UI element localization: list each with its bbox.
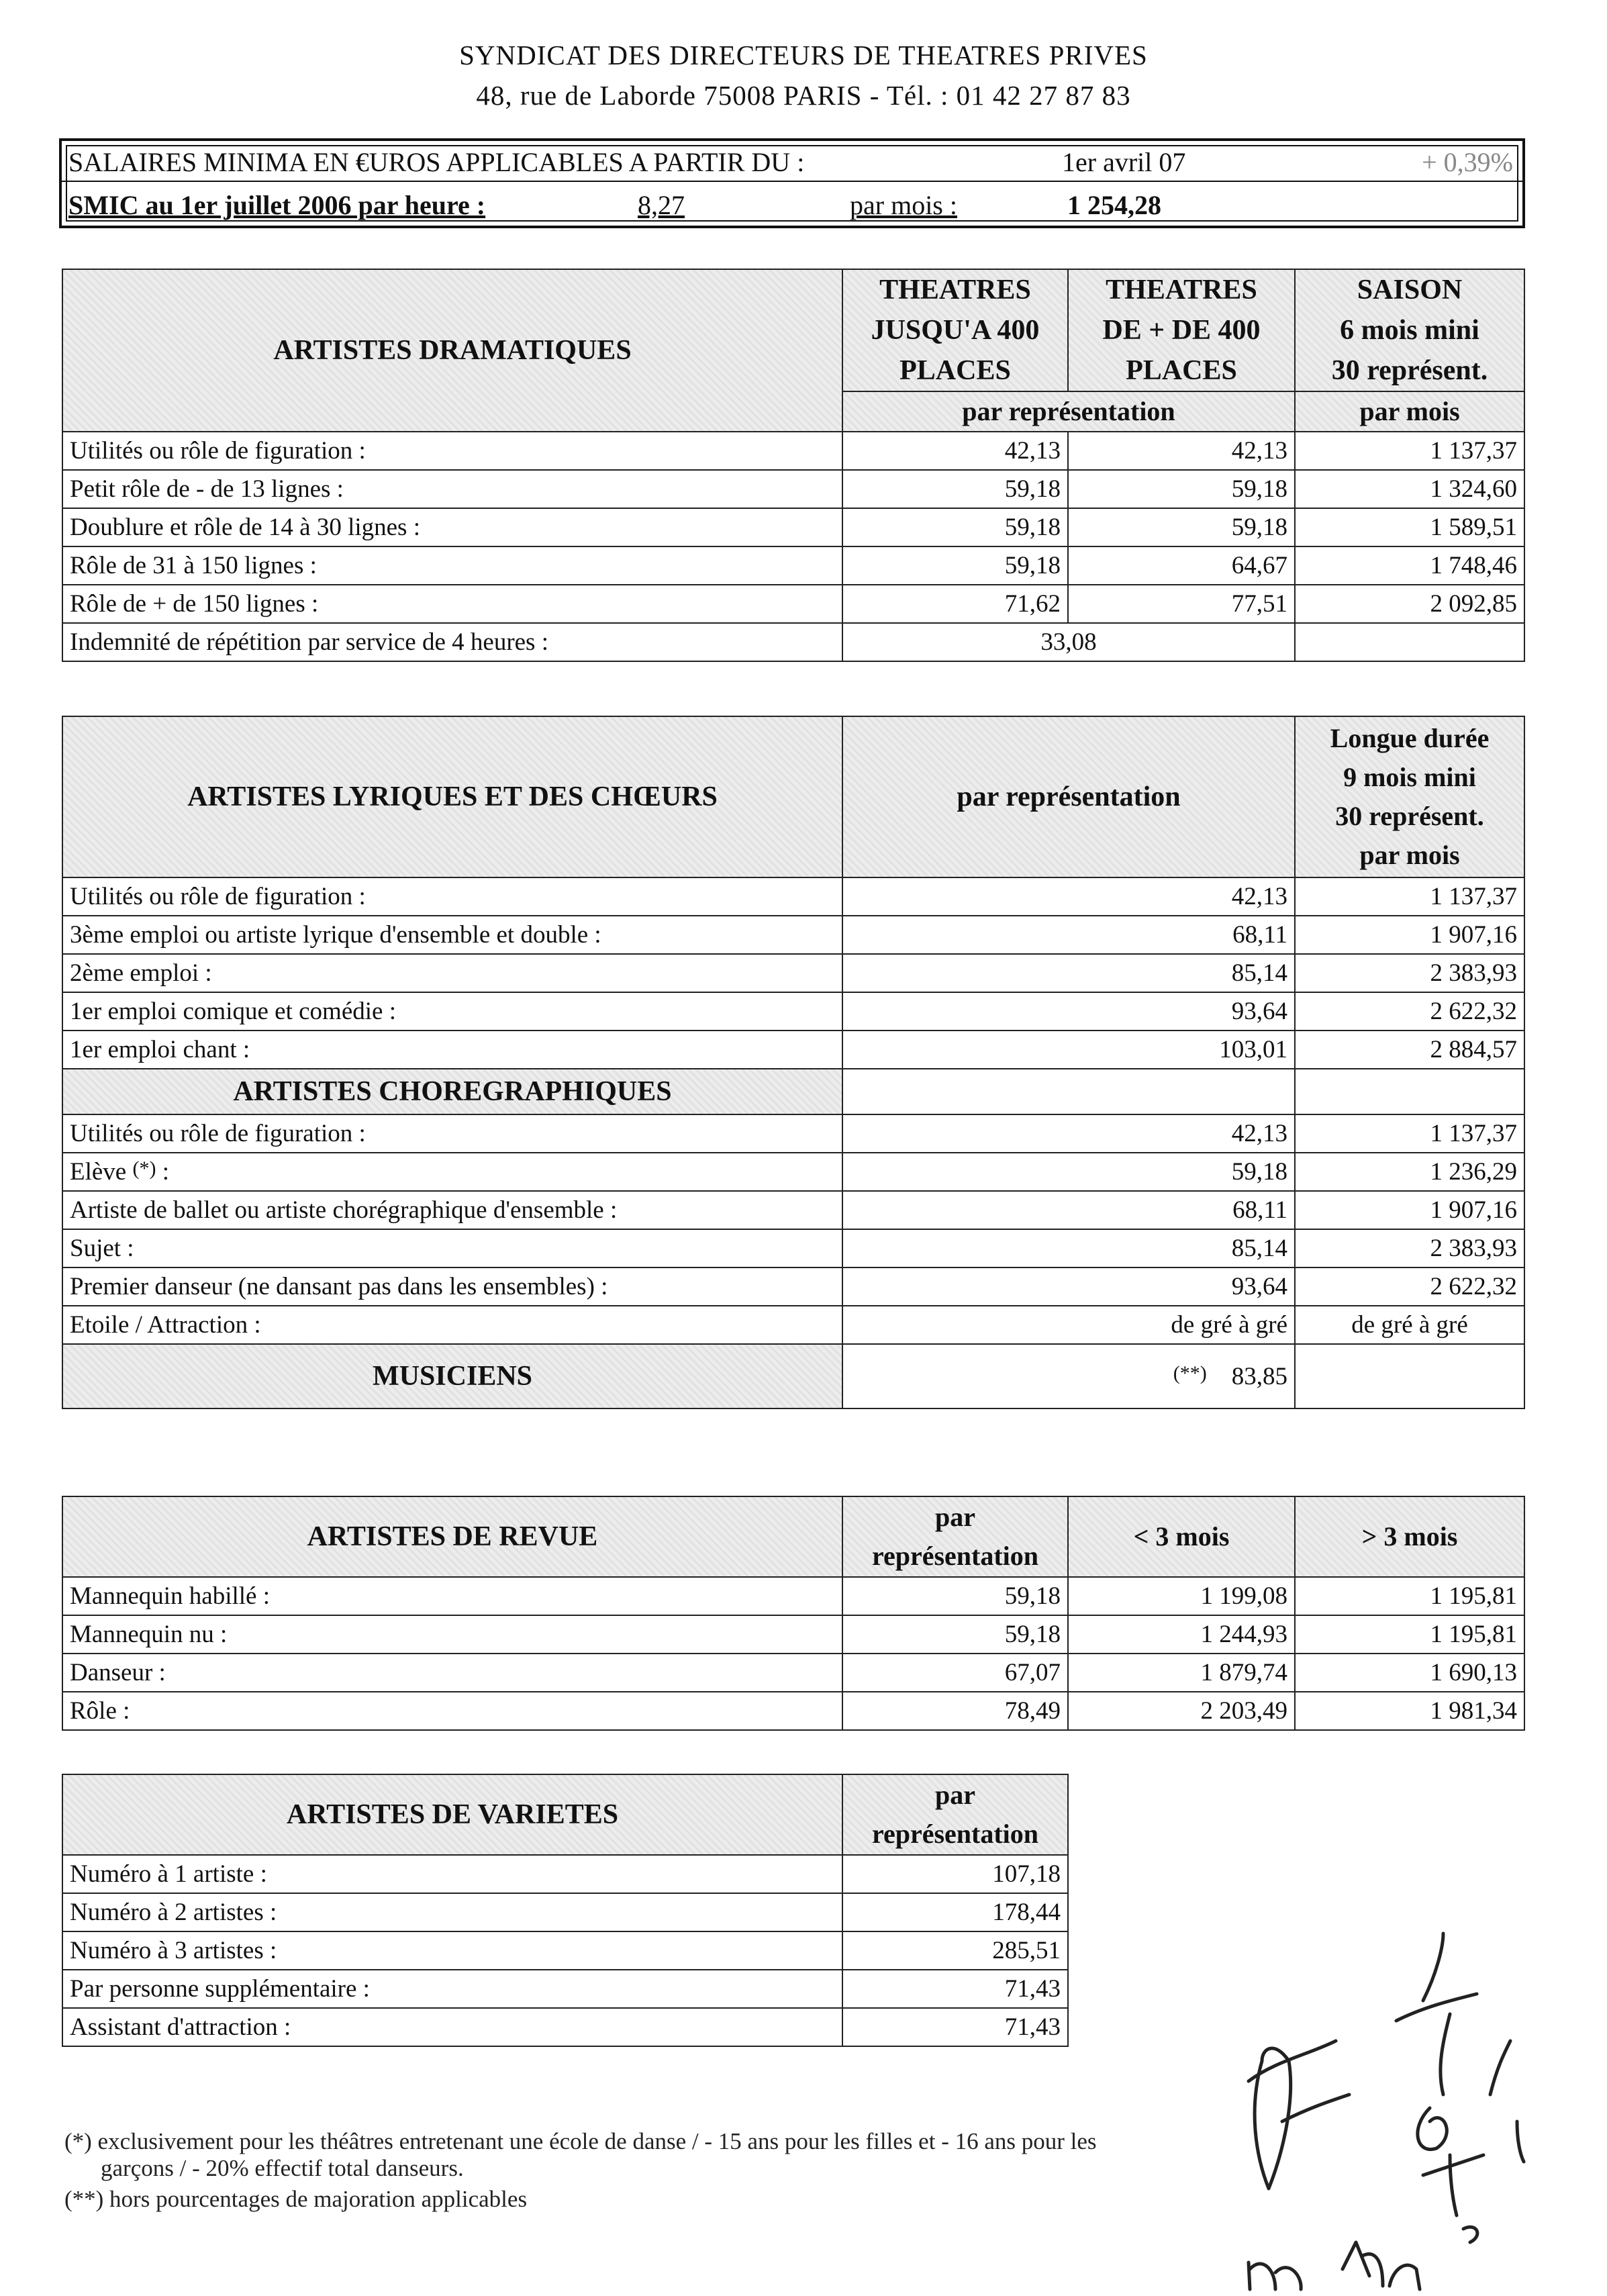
dramatiques-title: ARTISTES DRAMATIQUES xyxy=(62,269,842,432)
table-row: Mannequin nu : 59,18 1 244,93 1 195,81 xyxy=(62,1615,1524,1654)
smic-label: SMIC au 1er juillet 2006 par heure : xyxy=(68,190,486,220)
dramatiques-col2: THEATRES DE + DE 400 PLACES xyxy=(1068,269,1295,391)
table-row: Rôle de 31 à 150 lignes : 59,18 64,67 1 748,46 xyxy=(62,546,1524,585)
salary-box xyxy=(59,138,1525,228)
table-row: Petit rôle de - de 13 lignes : 59,18 59,18 1 324,60 xyxy=(62,470,1524,508)
table-row: Premier danseur (ne dansant pas dans les ensembles) : 93,64 2 622,32 xyxy=(62,1267,1524,1306)
table-row: Utilités ou rôle de figuration : 42,13 42,13 1 137,37 xyxy=(62,432,1524,470)
choreo-title: ARTISTES CHOREGRAPHIQUES xyxy=(62,1069,842,1114)
table-row: 2ème emploi : 85,14 2 383,93 xyxy=(62,954,1524,992)
lyriques-col2: Longue durée 9 mois mini 30 représent. par mois xyxy=(1295,716,1524,877)
month-label: par mois : xyxy=(850,190,957,220)
table-revue xyxy=(62,1496,1525,1731)
lyriques-title: ARTISTES LYRIQUES ET DES CHŒURS xyxy=(62,716,842,877)
table-row: Mannequin habillé : 59,18 1 199,08 1 195,81 xyxy=(62,1577,1524,1615)
salary-title: SALAIRES MINIMA EN €UROS APPLICABLES A PARTIR DU : xyxy=(68,147,805,177)
lyriques-col1: par représentation xyxy=(842,716,1295,877)
table-lyriques xyxy=(62,716,1525,1409)
varietes-title: ARTISTES DE VARIETES xyxy=(62,1774,842,1855)
smic-hour: 8,27 xyxy=(638,190,685,220)
footnote-2: (**) hors pourcentages de majoration applicables xyxy=(64,2186,528,2212)
table-varietes xyxy=(62,1774,1069,2047)
table-row: Numéro à 2 artistes : 178,44 xyxy=(62,1893,1068,1931)
footnote-1-line1: (*) exclusivement pour les théâtres entretenant une école de danse / - 15 ans pour les filles et - 16 ans pour les xyxy=(64,2128,1097,2154)
table-row: Numéro à 3 artistes : 285,51 xyxy=(62,1931,1068,1970)
indemnite-row: Indemnité de répétition par service de 4 heures : 33,08 xyxy=(62,623,1524,661)
table-row: 3ème emploi ou artiste lyrique d'ensemble et double : 68,11 1 907,16 xyxy=(62,916,1524,954)
table-row: Rôle : 78,49 2 203,49 1 981,34 xyxy=(62,1692,1524,1730)
revue-col1: par représentation xyxy=(842,1496,1068,1577)
musiciens-value: (**) 83,85 xyxy=(842,1344,1295,1408)
signature-icon xyxy=(1222,1839,1544,2296)
varietes-col1: par représentation xyxy=(842,1774,1068,1855)
table-row: 1er emploi chant : 103,01 2 884,57 xyxy=(62,1031,1524,1069)
musiciens-title: MUSICIENS xyxy=(62,1344,842,1408)
dramatiques-sub12: par représentation xyxy=(842,391,1295,432)
revue-col2: < 3 mois xyxy=(1068,1496,1295,1577)
dramatiques-sub3: par mois xyxy=(1295,391,1524,432)
table-row: Elève (*) : 59,18 1 236,29 xyxy=(62,1153,1524,1191)
table-row: Danseur : 67,07 1 879,74 1 690,13 xyxy=(62,1654,1524,1692)
table-row: Etoile / Attraction : de gré à gré de gré à gré xyxy=(62,1306,1524,1344)
table-row: Utilités ou rôle de figuration : 42,13 1 137,37 xyxy=(62,1114,1524,1153)
table-row: Doublure et rôle de 14 à 30 lignes : 59,18 59,18 1 589,51 xyxy=(62,508,1524,546)
table-row: Assistant d'attraction : 71,43 xyxy=(62,2008,1068,2046)
smic-month: 1 254,28 xyxy=(1067,190,1161,220)
table-row: 1er emploi comique et comédie : 93,64 2 622,32 xyxy=(62,992,1524,1031)
revue-title: ARTISTES DE REVUE xyxy=(62,1496,842,1577)
salary-percent: + 0,39% xyxy=(1422,147,1513,177)
revue-col3: > 3 mois xyxy=(1295,1496,1524,1577)
salary-date: 1er avril 07 xyxy=(1062,147,1186,177)
table-row: Artiste de ballet ou artiste chorégraphique d'ensemble : 68,11 1 907,16 xyxy=(62,1191,1524,1229)
table-row: Numéro à 1 artiste : 107,18 xyxy=(62,1855,1068,1893)
table-row: Rôle de + de 150 lignes : 71,62 77,51 2 092,85 xyxy=(62,585,1524,623)
org-name: SYNDICAT DES DIRECTEURS DE THEATRES PRIVES xyxy=(459,40,1148,70)
table-row: Utilités ou rôle de figuration : 42,13 1 137,37 xyxy=(62,877,1524,916)
table-dramatiques xyxy=(62,269,1525,662)
dramatiques-col3: SAISON 6 mois mini 30 représent. xyxy=(1295,269,1524,391)
org-address: 48, rue de Laborde 75008 PARIS - Tél. : 01 42 27 87 83 xyxy=(476,80,1131,111)
dramatiques-col1: THEATRES JUSQU'A 400 PLACES xyxy=(842,269,1068,391)
footnote-1-line2: garçons / - 20% effectif total danseurs. xyxy=(101,2155,464,2181)
table-row: Sujet : 85,14 2 383,93 xyxy=(62,1229,1524,1267)
table-row: Par personne supplémentaire : 71,43 xyxy=(62,1970,1068,2008)
